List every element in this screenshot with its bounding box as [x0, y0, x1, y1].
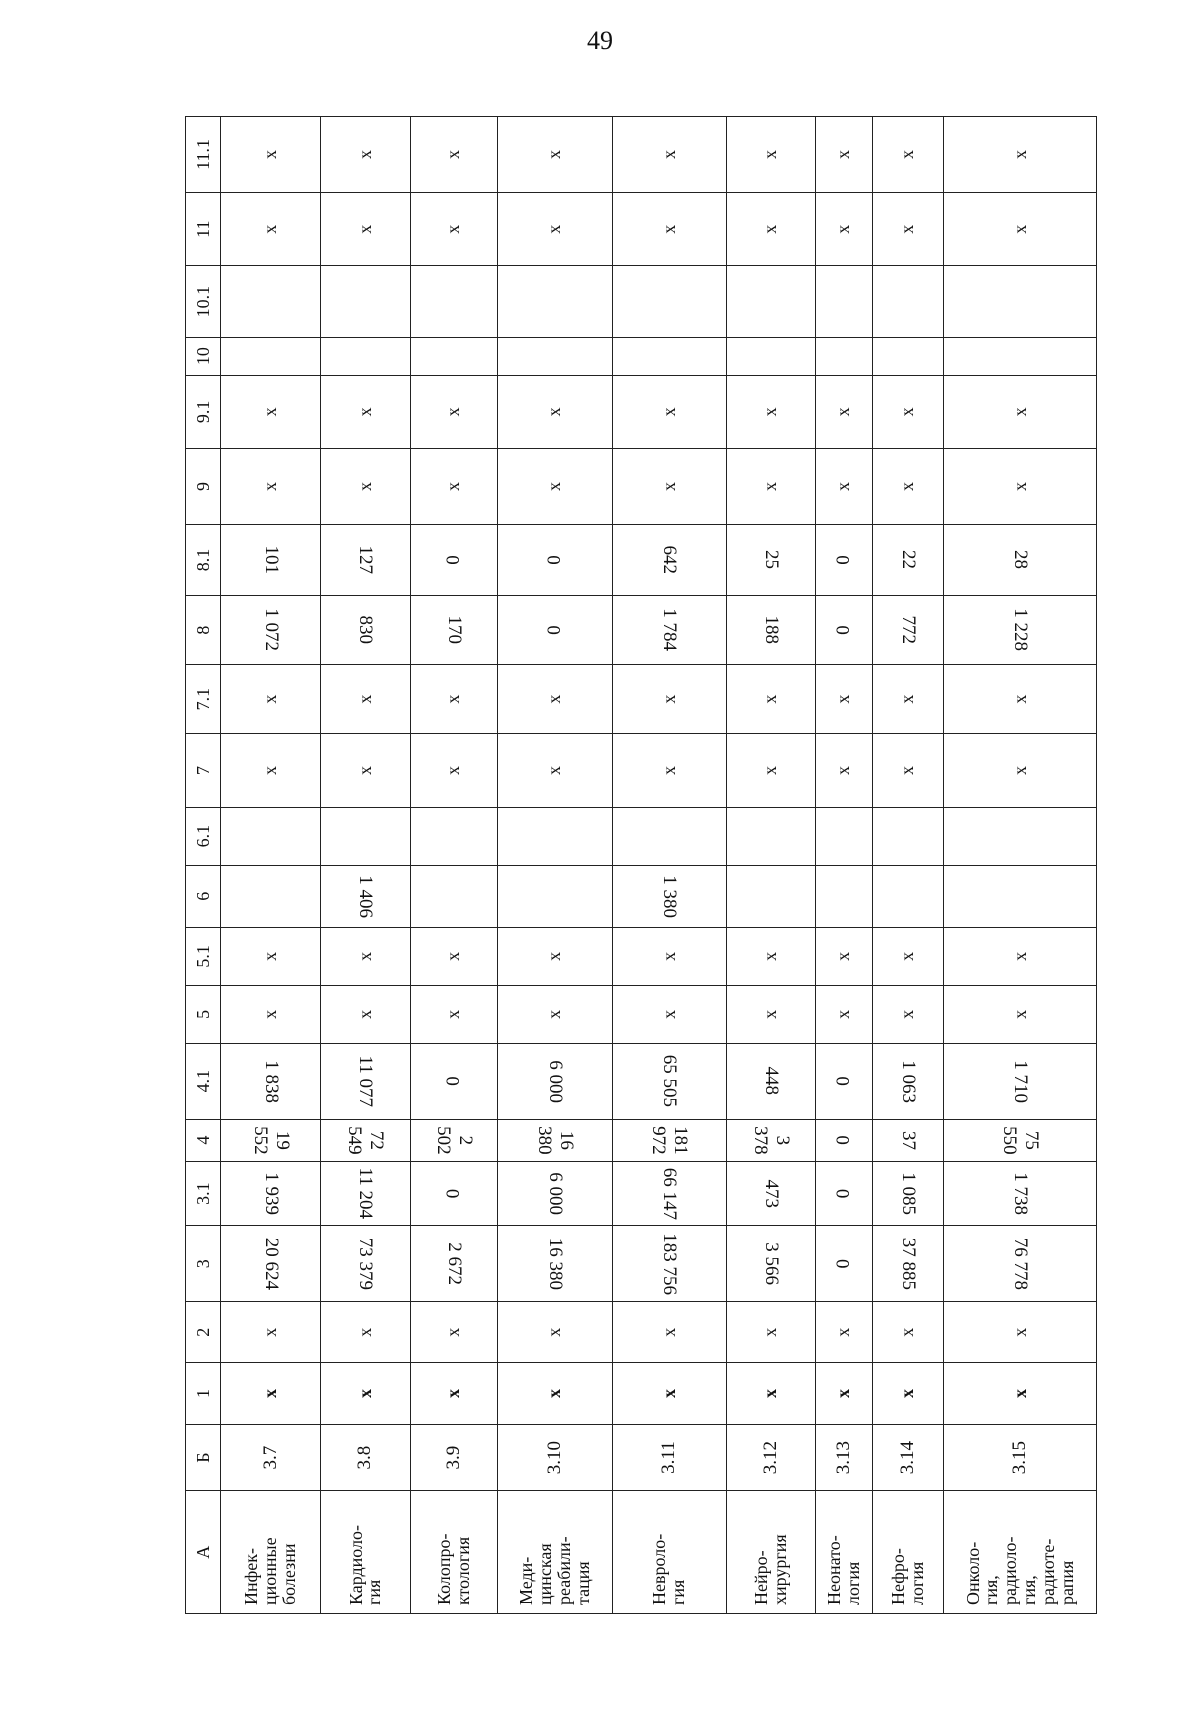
row-code: 3.12	[726, 1424, 815, 1491]
cell-c6	[221, 865, 321, 927]
cell-c3: 2 672	[410, 1226, 497, 1302]
cell-c81: 0	[497, 524, 612, 595]
cell-c10	[872, 337, 944, 375]
cell-c8: 1 228	[944, 596, 1097, 665]
cell-c71: x	[872, 665, 944, 734]
cell-c11: x	[497, 192, 612, 266]
cell-c4: 2 502	[410, 1119, 497, 1161]
cell-c7: x	[726, 734, 815, 808]
table-row	[726, 117, 815, 1614]
cell-c71: x	[497, 665, 612, 734]
cell-c61	[410, 807, 497, 865]
cell-c8: 830	[321, 596, 410, 665]
cell-c101	[410, 266, 497, 337]
cell-c7: x	[497, 734, 612, 808]
cell-c101	[726, 266, 815, 337]
cell-c101	[613, 266, 726, 337]
row-label: Неонато- логия	[815, 1491, 872, 1614]
table-row	[944, 117, 1097, 1614]
column-header: 10.1	[186, 266, 221, 337]
cell-c6: 1 380	[613, 865, 726, 927]
cell-c81: 22	[872, 524, 944, 595]
column-header: 11.1	[186, 117, 221, 193]
cell-c41: 11 077	[321, 1043, 410, 1119]
cell-c51: x	[944, 927, 1097, 985]
cell-c6: 1 406	[321, 865, 410, 927]
cell-c9: x	[726, 449, 815, 525]
cell-c51: x	[410, 927, 497, 985]
row-code: 3.15	[944, 1424, 1097, 1491]
cell-c31: 473	[726, 1161, 815, 1226]
cell-c1: x	[726, 1363, 815, 1424]
cell-c1: x	[613, 1363, 726, 1424]
table-row	[872, 117, 944, 1614]
cell-c71: x	[944, 665, 1097, 734]
cell-c61	[221, 807, 321, 865]
column-header: 6.1	[186, 807, 221, 865]
cell-c1: x	[497, 1363, 612, 1424]
cell-c31: 6 000	[497, 1161, 612, 1226]
column-header: 6	[186, 865, 221, 927]
cell-c10	[944, 337, 1097, 375]
cell-c81: 0	[815, 524, 872, 595]
cell-c5: x	[221, 985, 321, 1043]
cell-c2: x	[613, 1302, 726, 1363]
row-code: 3.8	[321, 1424, 410, 1491]
column-header: 5.1	[186, 927, 221, 985]
cell-c31: 1 738	[944, 1161, 1097, 1226]
table-row	[221, 117, 321, 1614]
cell-c71: x	[613, 665, 726, 734]
cell-c4: 75 550	[944, 1119, 1097, 1161]
cell-c4: 19 552	[221, 1119, 321, 1161]
cell-c61	[726, 807, 815, 865]
cell-c111: x	[872, 117, 944, 193]
cell-c71: x	[410, 665, 497, 734]
row-label: Кардиоло- гия	[321, 1491, 410, 1614]
cell-c3: 20 624	[221, 1226, 321, 1302]
row-label: Меди- цинская реабили- тация	[497, 1491, 612, 1614]
cell-c5: x	[321, 985, 410, 1043]
cell-c2: x	[321, 1302, 410, 1363]
table-row	[410, 117, 497, 1614]
cell-c11: x	[944, 192, 1097, 266]
cell-c9: x	[944, 449, 1097, 525]
cell-c9: x	[410, 449, 497, 525]
cell-c51: x	[321, 927, 410, 985]
cell-c4: 37	[872, 1119, 944, 1161]
cell-c6	[497, 865, 612, 927]
row-label: Нефро- логия	[872, 1491, 944, 1614]
cell-c91: x	[815, 375, 872, 449]
cell-c4: 3 378	[726, 1119, 815, 1161]
cell-c7: x	[872, 734, 944, 808]
cell-c31: 1 939	[221, 1161, 321, 1226]
cell-c2: x	[221, 1302, 321, 1363]
cell-c6	[410, 865, 497, 927]
cell-c2: x	[872, 1302, 944, 1363]
cell-c81: 127	[321, 524, 410, 595]
column-header: 4.1	[186, 1043, 221, 1119]
row-label: Нейро- хирургия	[726, 1491, 815, 1614]
cell-c3: 3 566	[726, 1226, 815, 1302]
cell-c3: 37 885	[872, 1226, 944, 1302]
cell-c41: 0	[410, 1043, 497, 1119]
cell-c9: x	[497, 449, 612, 525]
cell-c10	[815, 337, 872, 375]
cell-c7: x	[321, 734, 410, 808]
cell-c8: 170	[410, 596, 497, 665]
cell-c11: x	[221, 192, 321, 266]
column-header: 7.1	[186, 665, 221, 734]
cell-c5: x	[497, 985, 612, 1043]
cell-c8: 0	[497, 596, 612, 665]
cell-c10	[410, 337, 497, 375]
cell-c91: x	[321, 375, 410, 449]
cell-c9: x	[321, 449, 410, 525]
cell-c8: 1 784	[613, 596, 726, 665]
column-header: 10	[186, 337, 221, 375]
cell-c9: x	[613, 449, 726, 525]
cell-c101	[872, 266, 944, 337]
column-header: 8	[186, 596, 221, 665]
cell-c7: x	[815, 734, 872, 808]
cell-c91: x	[497, 375, 612, 449]
cell-c51: x	[872, 927, 944, 985]
cell-c11: x	[872, 192, 944, 266]
cell-c61	[944, 807, 1097, 865]
cell-c1: x	[815, 1363, 872, 1424]
cell-c61	[321, 807, 410, 865]
row-code: 3.7	[221, 1424, 321, 1491]
cell-c91: x	[726, 375, 815, 449]
page-number: 49	[587, 26, 613, 55]
cell-c41: 448	[726, 1043, 815, 1119]
cell-c1: x	[221, 1363, 321, 1424]
row-code: 3.10	[497, 1424, 612, 1491]
column-header: 4	[186, 1119, 221, 1161]
cell-c10	[613, 337, 726, 375]
cell-c8: 772	[872, 596, 944, 665]
cell-c81: 0	[410, 524, 497, 595]
cell-c6	[872, 865, 944, 927]
cell-c71: x	[321, 665, 410, 734]
column-header: 2	[186, 1302, 221, 1363]
cell-c9: x	[815, 449, 872, 525]
cell-c81: 101	[221, 524, 321, 595]
cell-c61	[497, 807, 612, 865]
cell-c4: 181 972	[613, 1119, 726, 1161]
column-header: 7	[186, 734, 221, 808]
cell-c9: x	[221, 449, 321, 525]
cell-c2: x	[815, 1302, 872, 1363]
cell-c2: x	[726, 1302, 815, 1363]
cell-c11: x	[613, 192, 726, 266]
cell-c111: x	[815, 117, 872, 193]
cell-c11: x	[321, 192, 410, 266]
cell-c9: x	[872, 449, 944, 525]
cell-c5: x	[815, 985, 872, 1043]
cell-c2: x	[944, 1302, 1097, 1363]
cell-c1: x	[321, 1363, 410, 1424]
table-row	[613, 117, 726, 1614]
data-table	[185, 116, 1097, 1614]
cell-c31: 0	[410, 1161, 497, 1226]
cell-c11: x	[815, 192, 872, 266]
column-header: 3.1	[186, 1161, 221, 1226]
cell-c81: 642	[613, 524, 726, 595]
column-header: 8.1	[186, 524, 221, 595]
row-code: 3.14	[872, 1424, 944, 1491]
cell-c10	[221, 337, 321, 375]
cell-c81: 25	[726, 524, 815, 595]
cell-c61	[815, 807, 872, 865]
cell-c6	[726, 865, 815, 927]
row-label: Инфек- ционные болезни	[221, 1491, 321, 1614]
cell-c41: 65 505	[613, 1043, 726, 1119]
cell-c101	[497, 266, 612, 337]
cell-c101	[815, 266, 872, 337]
cell-c111: x	[726, 117, 815, 193]
column-header: 1	[186, 1363, 221, 1424]
table-row	[321, 117, 410, 1614]
column-header: А	[186, 1491, 221, 1614]
cell-c111: x	[221, 117, 321, 193]
cell-c61	[872, 807, 944, 865]
table-row	[497, 117, 612, 1614]
cell-c101	[221, 266, 321, 337]
cell-c4: 16 380	[497, 1119, 612, 1161]
cell-c11: x	[410, 192, 497, 266]
column-header: 3	[186, 1226, 221, 1302]
cell-c7: x	[221, 734, 321, 808]
cell-c2: x	[410, 1302, 497, 1363]
cell-c5: x	[726, 985, 815, 1043]
cell-c1: x	[410, 1363, 497, 1424]
cell-c111: x	[410, 117, 497, 193]
table-row	[815, 117, 872, 1614]
cell-c111: x	[944, 117, 1097, 193]
cell-c6	[944, 865, 1097, 927]
row-label: Колопро- ктология	[410, 1491, 497, 1614]
cell-c111: x	[613, 117, 726, 193]
cell-c4: 72 549	[321, 1119, 410, 1161]
cell-c2: x	[497, 1302, 612, 1363]
cell-c8: 0	[815, 596, 872, 665]
cell-c101	[321, 266, 410, 337]
cell-c4: 0	[815, 1119, 872, 1161]
row-code: 3.13	[815, 1424, 872, 1491]
cell-c5: x	[872, 985, 944, 1043]
header-row	[186, 117, 221, 1614]
cell-c61	[613, 807, 726, 865]
cell-c91: x	[944, 375, 1097, 449]
cell-c11: x	[726, 192, 815, 266]
cell-c91: x	[613, 375, 726, 449]
cell-c51: x	[613, 927, 726, 985]
cell-c91: x	[410, 375, 497, 449]
cell-c41: 0	[815, 1043, 872, 1119]
cell-c71: x	[221, 665, 321, 734]
cell-c7: x	[410, 734, 497, 808]
cell-c101	[944, 266, 1097, 337]
cell-c51: x	[221, 927, 321, 985]
cell-c10	[726, 337, 815, 375]
cell-c8: 1 072	[221, 596, 321, 665]
cell-c81: 28	[944, 524, 1097, 595]
column-header: 9.1	[186, 375, 221, 449]
cell-c3: 76 778	[944, 1226, 1097, 1302]
column-header: 5	[186, 985, 221, 1043]
row-label: Онколо- гия, радиоло- гия, радиоте- рапия	[944, 1491, 1097, 1614]
cell-c1: x	[872, 1363, 944, 1424]
row-code: 3.11	[613, 1424, 726, 1491]
cell-c3: 0	[815, 1226, 872, 1302]
column-header: 9	[186, 449, 221, 525]
cell-c41: 1 838	[221, 1043, 321, 1119]
cell-c111: x	[497, 117, 612, 193]
cell-c6	[815, 865, 872, 927]
cell-c10	[321, 337, 410, 375]
cell-c5: x	[410, 985, 497, 1043]
cell-c31: 1 085	[872, 1161, 944, 1226]
cell-c10	[497, 337, 612, 375]
cell-c3: 73 379	[321, 1226, 410, 1302]
cell-c31: 66 147	[613, 1161, 726, 1226]
cell-c1: x	[944, 1363, 1097, 1424]
cell-c3: 183 756	[613, 1226, 726, 1302]
cell-c7: x	[944, 734, 1097, 808]
cell-c91: x	[872, 375, 944, 449]
cell-c3: 16 380	[497, 1226, 612, 1302]
cell-c111: x	[321, 117, 410, 193]
cell-c41: 1 063	[872, 1043, 944, 1119]
cell-c71: x	[726, 665, 815, 734]
table-rotated-container	[185, 116, 1097, 1614]
cell-c41: 6 000	[497, 1043, 612, 1119]
column-header: Б	[186, 1424, 221, 1491]
cell-c51: x	[815, 927, 872, 985]
cell-c31: 11 204	[321, 1161, 410, 1226]
cell-c91: x	[221, 375, 321, 449]
cell-c71: x	[815, 665, 872, 734]
cell-c7: x	[613, 734, 726, 808]
cell-c31: 0	[815, 1161, 872, 1226]
column-header: 11	[186, 192, 221, 266]
cell-c51: x	[726, 927, 815, 985]
cell-c5: x	[613, 985, 726, 1043]
cell-c8: 188	[726, 596, 815, 665]
row-label: Невроло- гия	[613, 1491, 726, 1614]
cell-c41: 1 710	[944, 1043, 1097, 1119]
row-code: 3.9	[410, 1424, 497, 1491]
cell-c51: x	[497, 927, 612, 985]
cell-c5: x	[944, 985, 1097, 1043]
